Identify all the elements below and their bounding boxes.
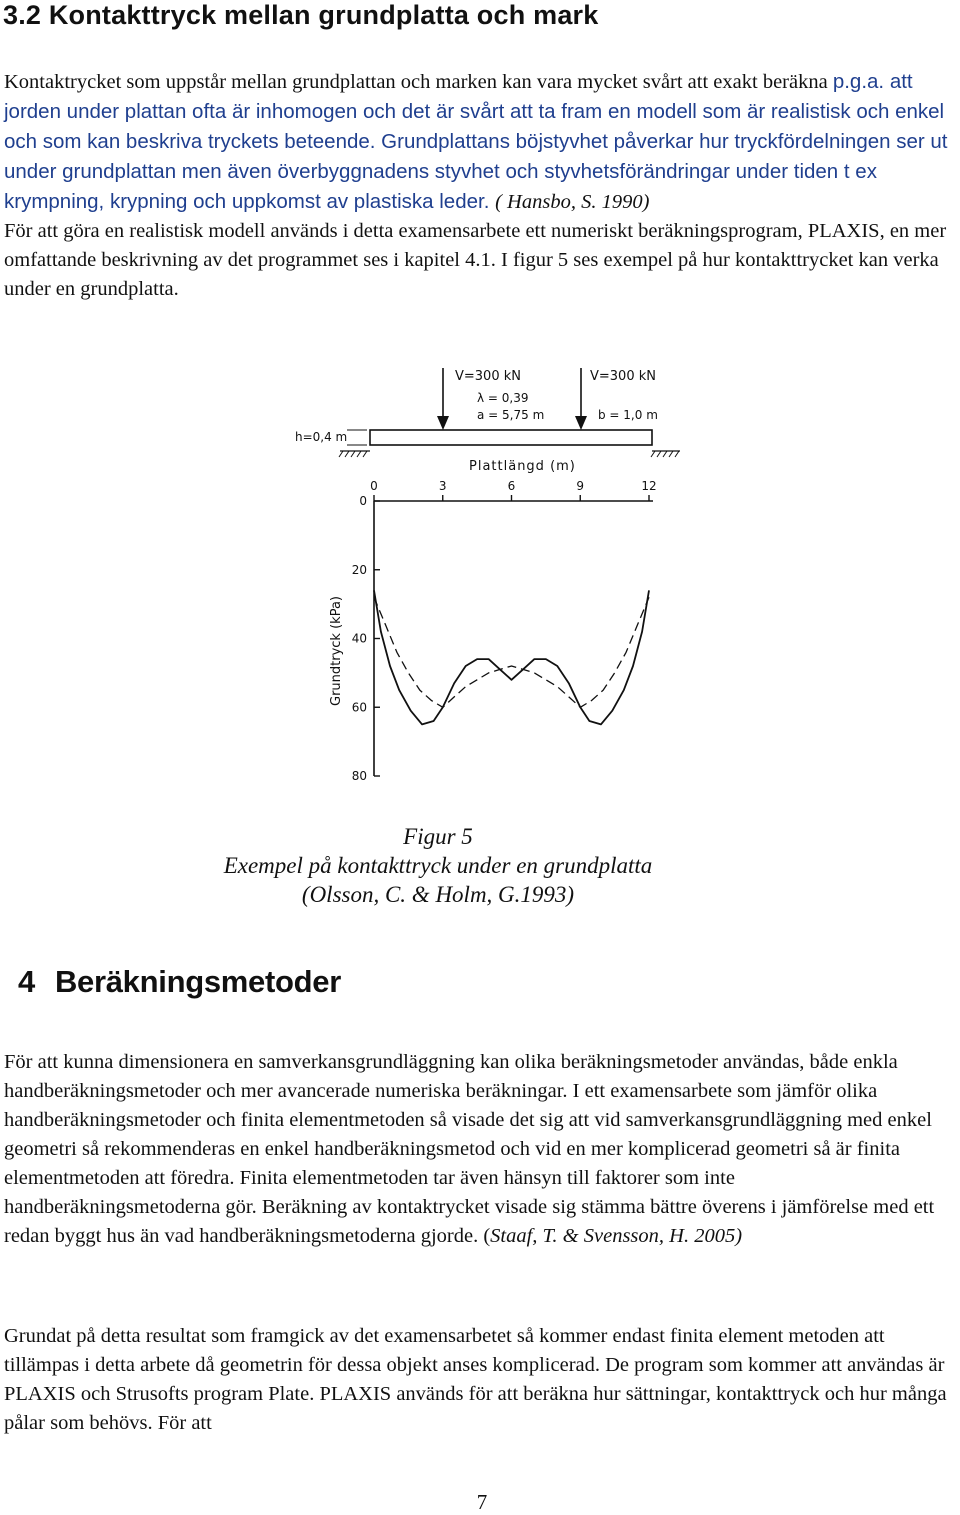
text-run: Kontaktrycket som uppstår mellan grundplattan och marken kan vara mycket svårt att exakt beräkna <box>4 71 833 93</box>
lambda-label: λ = 0,39 <box>477 391 529 405</box>
citation: Staaf, T. & Svensson, H. 2005) <box>490 1225 743 1247</box>
series-group <box>374 590 649 724</box>
x-tick-group <box>370 479 656 501</box>
section-heading: 3.2 Kontakttryck mellan grundplatta och mark <box>3 0 599 30</box>
y-tick-label: 0 <box>359 494 367 508</box>
text-run: Beräkning av kontaktrycket visade sig stämma bättre överens i jämförelse med ett redan byggt hus än vad handberäkningsmetoderna gjorde. ( <box>4 1196 935 1247</box>
caption-line: Figur 5 <box>403 824 473 849</box>
caption-line: Exempel på kontakttryck under en grundplatta <box>223 853 653 878</box>
contact-pressure-figure <box>285 338 685 790</box>
y-axis-title: Grundtryck (kPa) <box>329 596 344 706</box>
citation: ( Hansbo, S. 1990) <box>495 191 650 213</box>
figure-caption <box>0 822 876 909</box>
page-number: 7 <box>476 1490 488 1514</box>
text-run: För att göra en realistisk modell används i detta examensarbete ett numeriskt beräkningsprogram, PLAXIS, en mer omfattande beskrivning av det programmet ses i kapitel 4.1. I figur 5 ses exempel på hur kontakttrycket kan verka under en grundplatta. <box>4 220 947 300</box>
load-arrow-right-head <box>575 416 587 430</box>
chapter-number: 4 <box>18 964 35 999</box>
h-dimension-label: h=0,4 m <box>295 430 348 444</box>
y-tick-label: 80 <box>351 769 367 783</box>
y-tick-group <box>352 494 380 783</box>
x-tick-label: 9 <box>576 479 585 493</box>
text-run: I ett examensarbete som jämför olika handberäkningsmetoder och finita elementmetoden så visade det sig att vid samverkansgrundläggning med enkel geometri så rekommenderas en enkel handberäkningsmetod och vid en mer komplicerad geometri så är finita elementmetoden att föredra. <box>4 1080 932 1189</box>
x-tick-label: 12 <box>641 479 657 493</box>
text-run-linked: p.g.a. <box>832 70 885 93</box>
series-line-solid <box>374 590 649 724</box>
y-tick-label: 20 <box>351 562 367 577</box>
text-run-linked: Grundplattans böjstyvhet påverkar hur tryckfördelningen ser ut under grundplattan men även överbyggnadens styvhet och styvhetsförändringar under tiden t ex krympning, krypning och uppkomst av plastiska leder. <box>4 130 948 213</box>
load-label-left: V=300 kN <box>455 369 521 384</box>
series-line-dashed <box>374 597 649 707</box>
a-dimension-label: a = 5,75 m <box>477 408 545 422</box>
chapter-paragraph: Grundat på detta resultat som framgick av det examensarbetet så kommer endast finita element metoden att tillämpas i detta arbete då geometrin för dessa objekt anses komplicerad. De program som kommer att användas är PLAXIS och Strusofts program Plate. PLAXIS används för att beräkna hur sättningar, kontakttryck och hur många pålar som behövs. För att <box>4 1325 947 1434</box>
section-paragraph <box>4 67 956 304</box>
x-tick-label: 0 <box>370 479 378 493</box>
chapter-paragraph <box>4 1048 956 1251</box>
x-axis-title: Plattlängd (m) <box>469 459 576 474</box>
x-tick-label: 3 <box>438 479 447 493</box>
y-tick-label: 60 <box>351 700 367 715</box>
chapter-title: Beräkningsmetoder <box>54 964 341 999</box>
text-run-linked: att jorden under plattan ofta är inhomogen och det är svårt att ta fram en modell som är realistisk och enkel och som kan beskriva tryckets beteende. <box>4 70 945 153</box>
load-arrow-left-head <box>437 416 449 430</box>
b-dimension-label: b = 1,0 m <box>598 408 658 422</box>
chapter-heading <box>18 964 341 1000</box>
load-label-right: V=300 kN <box>590 369 656 384</box>
y-tick-label: 40 <box>351 631 367 646</box>
ground-hatch <box>339 451 679 457</box>
x-tick-label: 6 <box>507 479 516 493</box>
text-run: Finita elementmetoden tar även hänsyn till faktorer som inte handberäkningsmetoderna gör. <box>4 1167 735 1218</box>
text-run: För att kunna dimensionera en samverkansgrundläggning kan olika beräkningsmetoder användas, både enkla handberäkningsmetoder och mer avancerade numeriska beräkningar. <box>4 1051 898 1102</box>
caption-line: (Olsson, C. & Holm, G.1993) <box>301 882 575 907</box>
foundation-plate <box>370 430 652 445</box>
